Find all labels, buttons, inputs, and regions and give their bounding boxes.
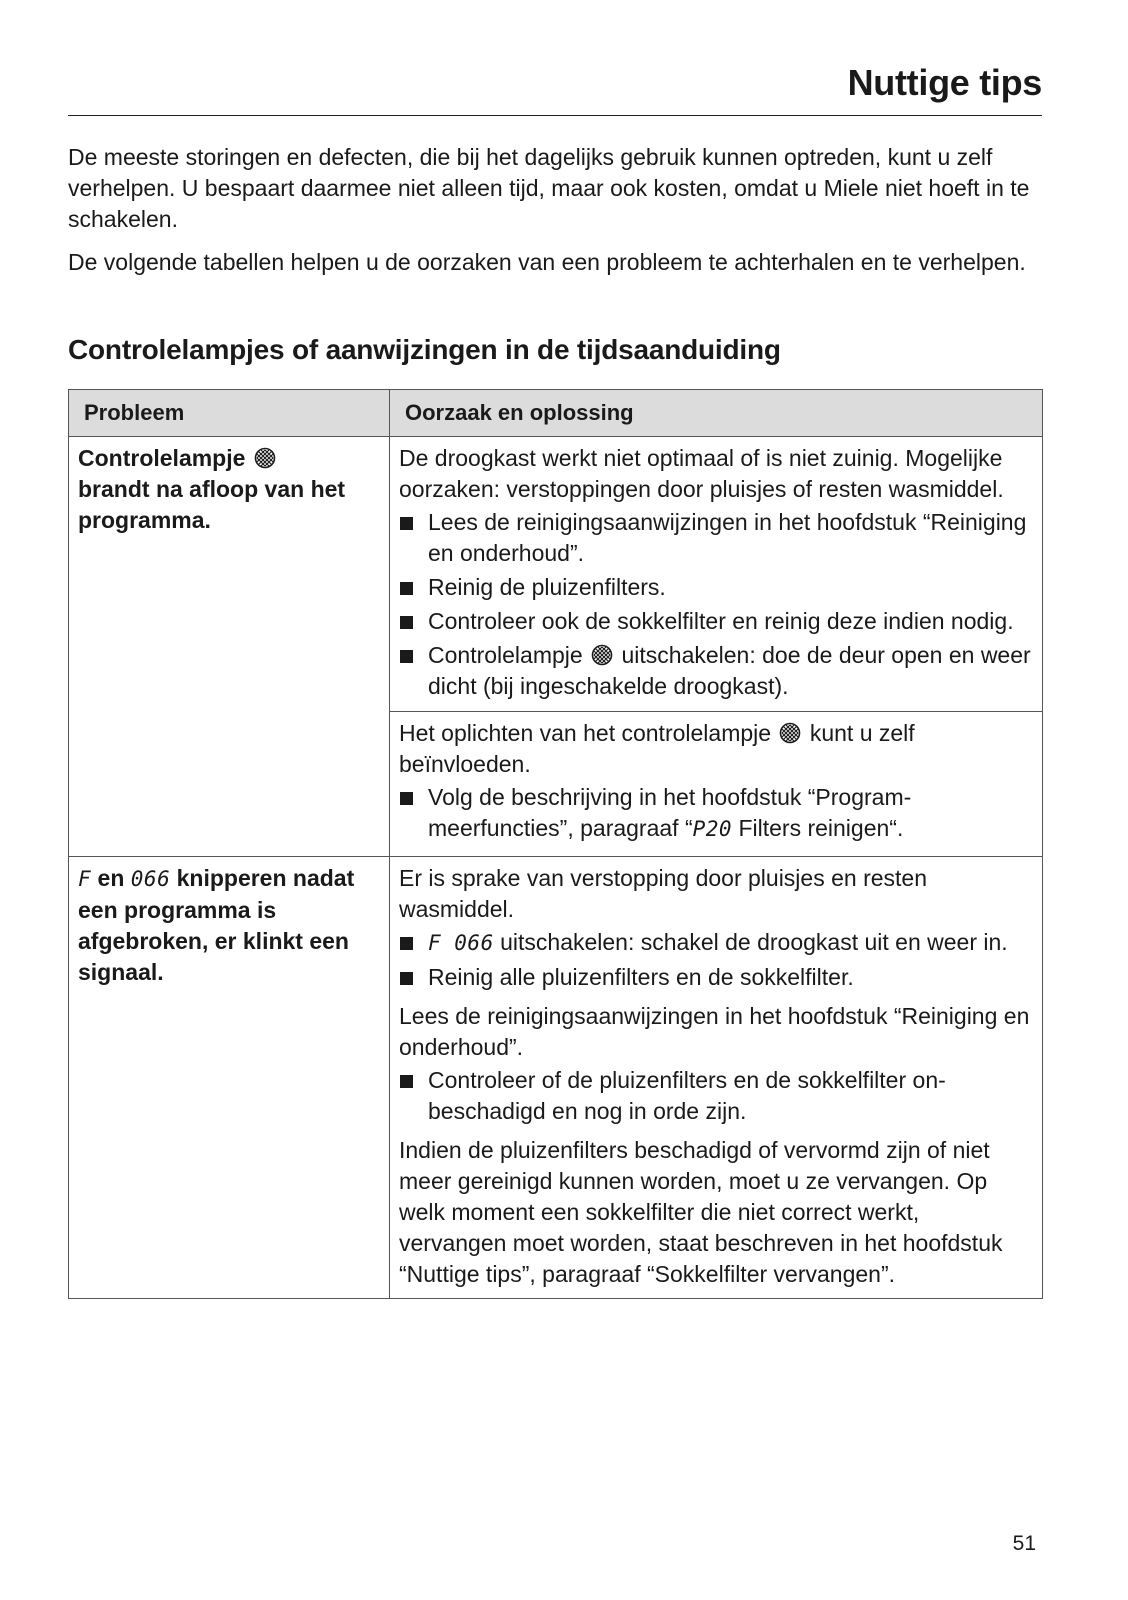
square-bullet-icon (400, 937, 413, 950)
problem-cell (69, 437, 390, 857)
list-item-text: Controleer ook de sokkelfilter en reinig deze indien nodig. (428, 608, 1014, 634)
cause-text: De droogkast werkt niet optimaal of is niet zuinig. Mogelijke oorzaken: verstoppingen door pluisjes of resten wasmiddel. (399, 445, 1004, 502)
problem-text-cont: brandt na afloop van het programma. (78, 476, 346, 533)
square-bullet-icon (400, 616, 413, 629)
cause-text (399, 718, 1032, 780)
list-item (399, 640, 1032, 702)
list-item (399, 572, 1032, 603)
manual-page (68, 0, 1042, 1600)
intro-text (68, 142, 1042, 290)
square-bullet-icon (400, 650, 413, 663)
column-header-cause: Oorzaak en oplossing (390, 390, 1043, 437)
table-row (69, 857, 1043, 1299)
list-item-text: Controlelampje (428, 642, 583, 668)
filter-indicator-icon (591, 644, 613, 666)
header-divider (68, 115, 1042, 116)
list-item (399, 606, 1032, 637)
table-header-row (69, 390, 1043, 437)
list-item-text: Reinig de pluizenfilters. (428, 574, 666, 600)
solution-list (399, 1065, 1032, 1127)
intro-paragraph-1: De meeste storingen en defecten, die bij het dagelijks gebruik kunnen optreden, kunt u zelf verhelpen. U bespaart daarmee niet alleen tijd, maar ook kosten, omdat u Miele niet hoeft in te schakelen. (68, 144, 1030, 232)
cause-cell (390, 857, 1043, 1299)
section-heading: Controlelampjes of aanwijzingen in de tijdsaanduiding (68, 334, 781, 365)
list-item (399, 927, 1032, 959)
cause-text: Er is sprake van verstopping door pluisjes en resten wasmiddel. (399, 865, 928, 922)
square-bullet-icon (400, 517, 413, 530)
problem-text: knipperen nadat een programma is afgebroken, er klinkt een signaal. (78, 865, 355, 985)
cause-text: Indien de pluizenfilters beschadigd of vervormd zijn of niet meer gereinigd kunnen worden, moet u ze vervangen. Op welk moment een sokkelfilter die niet correct werkt, vervangen moet worden, staat beschreven in het hoofdstuk “Nuttige tips”, paragraaf “Sokkelfilter vervangen”. (399, 1137, 1003, 1287)
list-item-text: Controleer of de pluizenfilters en de sokkelfilter onbeschadigd en nog in orde zijn. (428, 1067, 946, 1124)
cause-segment (390, 711, 1042, 845)
page-header-title: Nuttige tips (847, 62, 1042, 103)
display-code: F (78, 867, 92, 891)
filter-indicator-icon (779, 722, 801, 744)
problem-text: Controlelampje (78, 445, 246, 471)
solution-list (399, 507, 1032, 702)
troubleshooting-table (68, 389, 1043, 1299)
list-item-text: Lees de reinigingsaanwijzingen in het hoofdstuk “Reiniging en onderhoud”. (428, 509, 1027, 566)
list-item (399, 507, 1032, 569)
list-item-text: uitschakelen: schakel de droogkast uit en weer in. (500, 929, 1008, 955)
cause-cell (390, 437, 1043, 857)
display-code: F 066 (428, 931, 494, 955)
column-header-problem: Probleem (69, 390, 390, 437)
table-row (69, 437, 1043, 857)
square-bullet-icon (400, 792, 413, 805)
list-item-text: Reinig alle pluizenfilters en de sokkelfilter. (428, 964, 854, 990)
problem-text: en (97, 865, 125, 891)
display-code: P20 (692, 817, 733, 841)
list-item (399, 1065, 1032, 1127)
filter-indicator-icon (254, 447, 276, 469)
intro-paragraph-2: De volgende tabellen helpen u de oorzaken van een probleem te achterhalen en te verhelpen. (68, 249, 1026, 275)
display-code: 066 (130, 867, 171, 891)
problem-cell (69, 857, 390, 1299)
solution-list (399, 782, 1032, 845)
square-bullet-icon (400, 972, 413, 985)
list-item (399, 782, 1032, 845)
cause-text: Lees de reinigingsaanwijzingen in het hoofdstuk “Reiniging en onderhoud”. (399, 1003, 1030, 1060)
cause-text-part: kunt u zelf beïnvloeden. (399, 720, 915, 777)
page-number: 51 (1012, 1532, 1036, 1555)
list-item-text: Volg de beschrijving in het hoofdstuk “Programmeerfuncties”, paragraaf “ (428, 784, 912, 841)
list-item-text: uitschakelen: doe de deur open en weer dicht (bij ingeschakelde droogkast). (428, 642, 1031, 699)
cause-text-part: Het oplichten van het controlelampje (399, 720, 772, 746)
list-item-text: Filters reinigen“. (732, 815, 904, 841)
cause-segment (399, 443, 1032, 711)
solution-list (399, 927, 1032, 993)
square-bullet-icon (400, 582, 413, 595)
square-bullet-icon (400, 1075, 413, 1088)
list-item (399, 962, 1032, 993)
